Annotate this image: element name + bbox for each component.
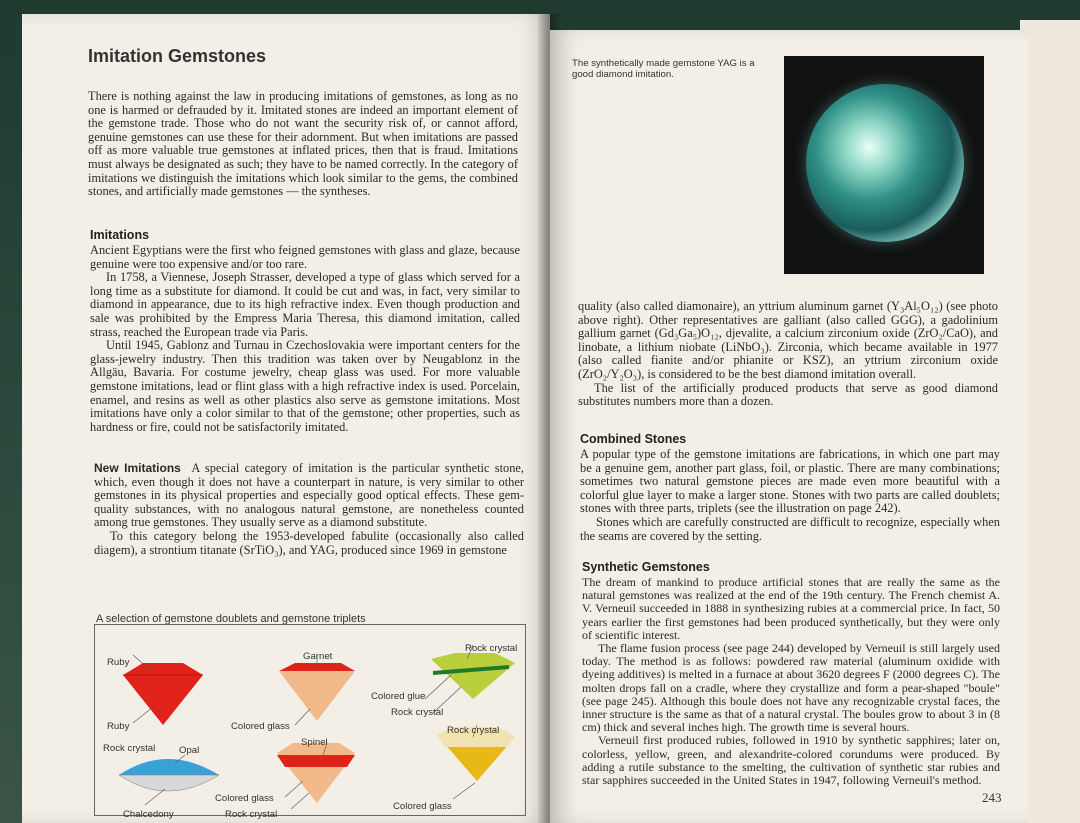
label-colored-glue: Colored glue bbox=[371, 691, 426, 702]
imitations-heading: Imitations bbox=[90, 228, 150, 242]
page-title: Imitation Gemstones bbox=[88, 46, 267, 66]
label-rock-crystal-left: Rock crystal bbox=[103, 743, 156, 754]
imitations-section bbox=[90, 244, 520, 434]
right-page bbox=[550, 30, 1028, 823]
imitations-p2: In 1758, a Viennese, Joseph Strasser, developed a type of glass which served for a long time as a substitute for diamond. It could be cut and was, in fact, very similar to diamond in appearance, due to its high refractive index. Even though production and sale was prohibited by the Empress Maria Theresa, this diamond imitation, called strass, reached the European trade via Paris. bbox=[90, 270, 520, 339]
synthetic-p2: The flame fusion process (see page 244) developed by Verneuil is still largely used today. The method is as follows: powdered raw material (aluminum oxidide with dyeing additives) is melted in a furnace at about 3620 degrees F (2000 degrees C). The molten drops fall on a cradle, where they crystallize and form a pear-shaped "boule" (see page 245). Although this boule does not have any recognizable crystal faces, the inner structure is the same as that of a natural crystal. The boules grow to about 3 in (8 cm) thick and several inches high. The growth time is several hours. bbox=[582, 641, 1000, 735]
combined-stones-heading: Combined Stones bbox=[580, 432, 687, 446]
imitations-p3: Until 1945, Gablonz and Turnau in Czechoslovakia were important centers for the glass-jewelry industry. Then this tradition was taken over by Neugablonz in the Allgäu, Bavaria. For costume jewelry, cheap glass was used. For more valuable gemstone imitations, lead or flint glass with a high refractive index is used. Porcelain, enamel, and resins as well as other plastics also serve as gemstone imitations. Most imitations have only a color similar to that of the gemstone; other properties, such as hardness or fire, could not be satisfactorily imitated. bbox=[90, 338, 520, 434]
intro-text: There is nothing against the law in producing imitations of gemstones, as long as no one is harmed or defrauded by it. Imitated stones are indeed an important element of the gemstone trade. Those who do not want the security risk of, or cannot afford, genuine gemstones can use these for their adornment. But when imitations are passed off as more valuable true gemstones at inflated prices, then that is fraud. Imitations must always be designated as such; they have to be named correctly. In the category of imitations we distinguish the imitations which look similar to the gems, the combined stones, and artificially made gemstones — the syntheses. bbox=[88, 89, 518, 199]
label-opal: Opal bbox=[179, 745, 200, 756]
synthetic-p3: Verneuil first produced rubies, followed in 1910 by synthetic sapphires; later on, colorless, yellow, green, and alexandrite-colored corundums were produced. By adding a rutile substance to the smelting, the cultivation of synthetic star rubies and star sapphires succeeded in the United States in 1947, following Verneuil's method. bbox=[582, 733, 1000, 788]
yag-p1: quality (also called diamonaire), an yttrium aluminum garnet (Y₃Al₅O₁₂) (see photo above right). Other representatives are galliant (also called GGG), a gadolinium gallium garnet (Gd₃Ga₅)O₁₂, djevalite, a calcium zirconium oxide (ZrO₂/CaO), and linobate, a lithium niobate (LiNbO₃). Zirconia, which became available in 1977 (also called fianite and/or phianite or KSZ), an yttrium zirconium oxide (ZrO₂/Y₂O₃), is considered to be the best diamond imitation overall. bbox=[578, 299, 998, 381]
label-colored-glass-3: Colored glass bbox=[393, 801, 452, 812]
label-chalcedony: Chalcedony bbox=[123, 809, 174, 820]
garnet-doublet bbox=[279, 663, 355, 721]
green-triplet bbox=[431, 653, 515, 699]
yag-photo bbox=[784, 56, 984, 274]
left-page bbox=[22, 14, 550, 823]
new-imitations-p1: A special category of imitation is the particular synthetic stone, which, even though it does not have a counterpart in nature, is very similar to other gemstones in its physical properties and especially good optical effects. These gem-quality substances, with no analogous natural gemstone, are nonetheless counted among true gemstones. They usually serve as a diamond substitute. bbox=[94, 461, 524, 530]
photo-caption: The synthetically made gemstone YAG is a good diamond imitation. bbox=[572, 58, 755, 80]
page-number: 243 bbox=[982, 790, 1002, 805]
combined-p1: A popular type of the gemstone imitations are fabrications, in which one part may be a genuine gem, another part glass, foil, or plastic. There are many combinations; sometimes two natural gemstone pieces are made even more beautiful with a colorful glue layer to make a larger stone. Stones with two parts are called doublets; stones with three parts, triplets (see the illustration on page 242). bbox=[580, 447, 1000, 516]
label-ruby-bottom: Ruby bbox=[107, 721, 130, 732]
yag-section bbox=[578, 300, 998, 409]
new-imitations-heading: New Imitations bbox=[94, 461, 181, 475]
ruby-doublet bbox=[123, 663, 203, 725]
imitations-p1: Ancient Egyptians were the first who feigned gemstones with glass and glaze, because genuine were too expensive and/or too rare. bbox=[90, 243, 520, 271]
new-imitations-p2: To this category belong the 1953-developed fabulite (occasionally also called diagem), a strontium titanate (SrTiO₃), and YAG, produced since 1969 in gemstone bbox=[94, 528, 524, 557]
new-imitations-section bbox=[94, 462, 524, 557]
label-colored-glass-2: Colored glass bbox=[215, 793, 274, 804]
combined-p2: Stones which are carefully constructed are difficult to recognize, especially when the seams are covered by the setting. bbox=[580, 514, 1000, 543]
diagram-caption: A selection of gemstone doublets and gemstone triplets bbox=[96, 613, 366, 625]
label-rock-crystal-3: Rock crystal bbox=[447, 725, 500, 736]
label-rock-crystal-1: Rock crystal bbox=[465, 643, 518, 654]
intro-paragraph bbox=[88, 90, 518, 199]
label-garnet: Garnet bbox=[303, 651, 333, 662]
yag-gemstone-image bbox=[806, 84, 964, 242]
synthetic-gemstones-heading: Synthetic Gemstones bbox=[582, 560, 710, 574]
book-cover-edge bbox=[1020, 20, 1080, 823]
label-spinel: Spinel bbox=[301, 737, 328, 748]
label-colored-glass-1: Colored glass bbox=[231, 721, 290, 732]
label-rock-crystal-4: Rock crystal bbox=[225, 809, 278, 820]
synthetic-gemstones-section bbox=[582, 576, 1000, 787]
label-rock-crystal-2: Rock crystal bbox=[391, 707, 444, 718]
label-ruby-top: Ruby bbox=[107, 657, 130, 668]
doublets-triplets-diagram bbox=[94, 624, 526, 820]
synthetic-p1: The dream of mankind to produce artificial stones that are really the same as the natural gemstones was realized at the end of the 19th century. The French chemist A. V. Verneuil succeeded in 1888 in synthesizing rubies at a commercial price. In fact, 50 years earlier the first gemstones had been produced synthetically, but they were only of scientific interest. bbox=[582, 575, 1000, 642]
opal-doublet bbox=[119, 759, 219, 791]
combined-stones-section bbox=[580, 448, 1000, 543]
yag-p2: The list of the artificially produced products that serve as good diamond substitutes numbers more than a dozen. bbox=[578, 380, 998, 409]
